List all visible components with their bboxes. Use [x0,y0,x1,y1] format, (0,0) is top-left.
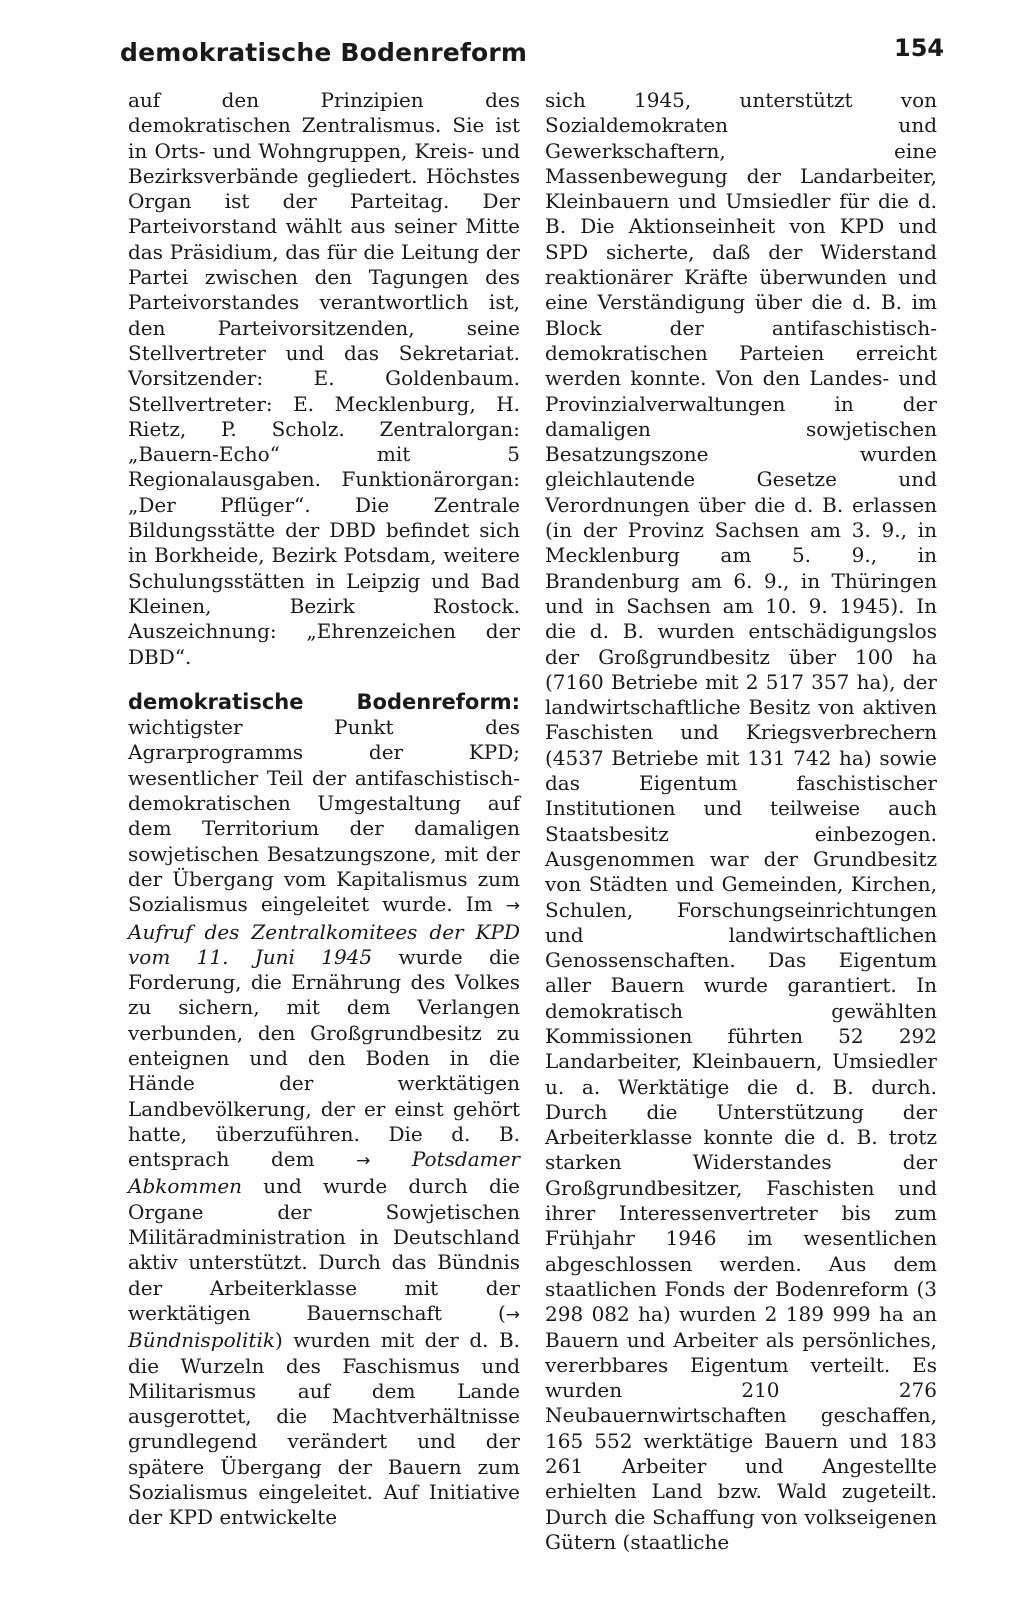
entry-continuation: sich 1945, unterstützt von Sozialdemokraten und Gewerkschaftern, eine Massenbewegung der Landarbeiter, Kleinbauern und Umsiedler für die d. B. Die Aktionseinheit von KPD und SPD sicherte, daß der Widerstand reaktionärer Kräfte überwunden und eine Verständigung über die d. B. im Block der antifaschistisch-demokratischen Parteien erreicht werden konnte. Von den Landes- und Provinzialverwaltungen in der damaligen sowjetischen Besatzungszone wurden gleichlautende Gesetze und Verordnungen über die d. B. erlassen (in der Provinz Sachsen am 3. 9., in Mecklenburg am 5. 9., in Brandenburg am 6. 9., in Thüringen und in Sachsen am 10. 9. 1945). In die d. B. wurden entschädigungslos der Großgrundbesitz über 100 ha (7160 Betriebe mit 2 517 357 ha), der landwirtschaftliche Besitz von aktiven Faschisten und Kriegsverbrechern (4537 Betriebe mit 131 742 ha) sowie das Eigentum faschistischer Institutionen und teilweise auch Staatsbesitz einbezogen. Ausgenommen war der Grundbesitz von Städten und Gemeinden, Kirchen, Schulen, Forschungseinrichtungen und landwirtschaftlichen Genossenschaften. Das Eigentum aller Bauern wurde garantiert. In demokratisch gewählten Kommissionen führten 52 292 Landarbeiter, Kleinbauern, Umsiedler u. a. Werktätige die d. B. durch. Durch die Unterstützung der Arbeiterklasse konnte die d. B. trotz starken Widerstandes der Großgrundbesitzer, Faschisten und ihrer Interessenvertreter bis zum Frühjahr 1946 im wesentlichen abgeschlossen werden. Aus dem staatlichen Fonds der Bodenreform (3 298 082 ha) wurden 2 189 999 ha an Bauern und Arbeiter als persönliches, vererbbares Eigentum verteilt. Es wurden 210 276 Neubauernwirtschaften geschaffen, 165 552 werktätige Bauern und 183 261 Arbeiter und Angestellte erhielten Land bzw. Wald zugeteilt. Durch die Schaffung von volkseigenen Gütern (staatliche [545,88,937,1554]
entry-text-1: wichtigster Punkt des Agrarprogramms der KPD; wesentlicher Teil der antifaschistisch-demokratischen Umgestaltung auf dem Territorium der damaligen sowjetischen Besatzungszone, mit der der Übergang vom Kapitalismus zum Sozialismus eingeleitet wurde. Im [128,715,520,917]
cross-reference-buendnispolitik: Bündnispolitik [128,1328,275,1353]
entry-text-2: wurde die Forderung, die Ernährung des Volkes zu sichern, mit dem Verlangen verbunden, den Großgrundbesitz zu enteignen und den Boden in die Hände der werktätigen Landbevölkerung, der er einst gehört hatte, überzuführen. Die d. B. entsprach dem [128,944,521,1172]
right-column [545,88,937,1555]
entry-headword: demokratische Bodenreform: [128,689,520,714]
previous-entry-continuation: auf den Prinzipien des demokratischen Zentralismus. Sie ist in Orts- und Wohngruppen, Kreis- und Bezirksverbände gegliedert. Höchstes Organ ist der Parteitag. Der Parteivorstand wählt aus seiner Mitte das Präsidium, das für die Leitung der Partei zwischen den Tagungen des Parteivorstandes verantwortlich ist, den Parteivorsitzenden, seine Stellvertreter und das Sekretariat. Vorsitzender: E. Goldenbaum. Stellvertreter: E. Mecklenburg, H. Rietz, P. Scholz. Zentralorgan: „Bauern-Echo“ mit 5 Regionalausgaben. Funktionärorgan: „Der Pflüger“. Die Zentrale Bildungsstätte der DBD befindet sich in Borkheide, Bezirk Potsdam, weitere Schulungsstätten in Leipzig und Bad Kleinen, Bezirk Rostock. Auszeichnung: „Ehrenzeichen der DBD“. [128,88,520,669]
left-column [128,88,520,1531]
entry-text-3: und wurde durch die Organe der Sowjetischen Militäradministration in Deutschland aktiv unterstützt. Durch das Bündnis der Arbeiterklasse mit der werktätigen Bauernschaft ( [128,1174,520,1325]
entry-text-4: ) wurden mit der d. B. die Wurzeln des Faschismus und Militarismus auf dem Lande ausgerottet, die Machtverhältnisse grundlegend verändert und der spätere Übergang der Bauern zum Sozialismus eingeleitet. Auf Initiative der KPD entwickelte [128,1328,520,1530]
running-head: demokratische Bodenreform [120,38,528,67]
cross-reference-aufruf: Aufruf des Zentralkomitees der KPD vom 11. Juni 1945 [128,919,520,969]
cross-reference-potsdamer-abkommen: Potsdamer Abkommen [128,1147,520,1199]
entry-demokratische-bodenreform [128,690,520,1531]
cross-reference-arrow-icon: → [505,1304,520,1325]
page-number: 154 [894,34,945,62]
cross-reference-arrow-icon: → [356,1151,371,1172]
cross-reference-arrow-icon: → [505,896,520,917]
